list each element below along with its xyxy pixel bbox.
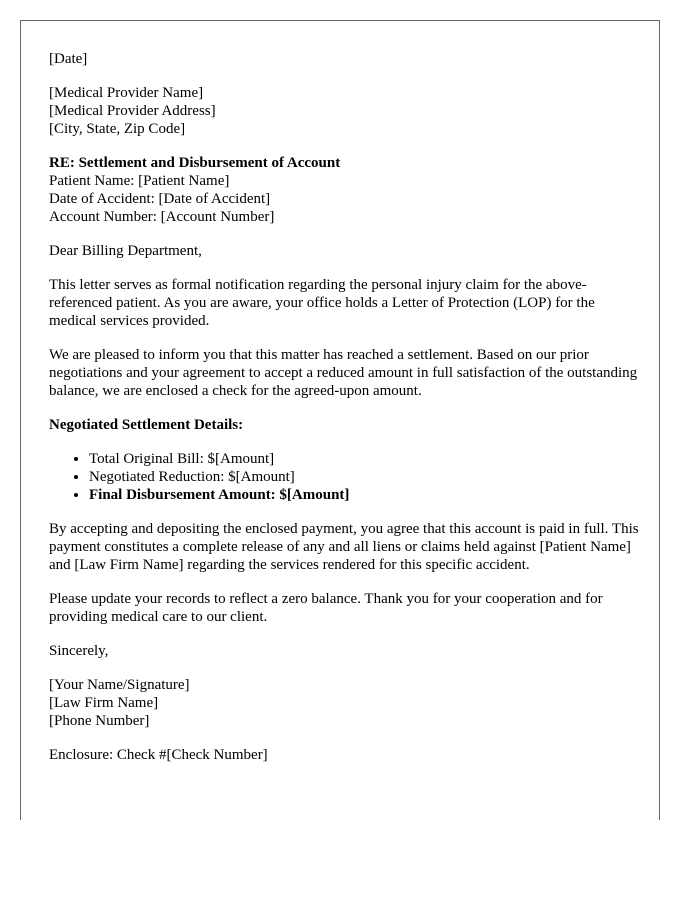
enclosure-note: Enclosure: Check #[Check Number] (49, 747, 268, 763)
list-item-original-bill: • Total Original Bill: $[Amount] (89, 450, 639, 468)
recipient-address (49, 84, 639, 138)
signature-phone: [Phone Number] (49, 713, 150, 729)
paragraph-notification: This letter serves as formal notification regarding the personal injury claim for the above-referenced patient. As you are aware, your office holds a Letter of Protection (LOP) for the medical services provided. (49, 277, 595, 329)
list-item-negotiated-reduction: • Negotiated Reduction: $[Amount] (89, 468, 639, 486)
re-patient-name: Patient Name: [Patient Name] (49, 173, 230, 189)
re-subject: RE: Settlement and Disbursement of Account (49, 155, 341, 171)
recipient-city-state-zip: [City, State, Zip Code] (49, 121, 186, 137)
letter-date: [Date] (49, 51, 88, 67)
salutation: Dear Billing Department, (49, 243, 202, 259)
recipient-street-address: [Medical Provider Address] (49, 103, 216, 119)
date-block (49, 50, 639, 68)
paragraph-release: By accepting and depositing the enclosed payment, you agree that this account is paid in full. This payment constitutes a complete release of any and all liens or claims held against [Patient Name] and [Law Firm Name] regarding the services rendered for this specific accident. (49, 521, 639, 573)
letter-page (20, 20, 660, 820)
signature-firm: [Law Firm Name] (49, 695, 159, 711)
closing: Sincerely, (49, 643, 109, 659)
signature-block (49, 676, 639, 730)
settlement-details-heading: Negotiated Settlement Details: (49, 417, 244, 433)
letter-body (49, 50, 639, 780)
signature-name: [Your Name/Signature] (49, 677, 190, 693)
re-date-of-accident: Date of Accident: [Date of Accident] (49, 191, 271, 207)
re-account-number: Account Number: [Account Number] (49, 209, 275, 225)
re-block (49, 154, 639, 226)
paragraph-update-records: Please update your records to reflect a zero balance. Thank you for your cooperation and for providing medical care to our client. (49, 591, 603, 625)
recipient-name: [Medical Provider Name] (49, 85, 204, 101)
settlement-details-list (49, 450, 639, 504)
paragraph-settlement: We are pleased to inform you that this matter has reached a settlement. Based on our prior negotiations and your agreement to accept a reduced amount in full satisfaction of the outstanding balance, we are enclosed a check for the agreed-upon amount. (49, 347, 638, 399)
list-item-final-disbursement: • Final Disbursement Amount: $[Amount] (89, 486, 639, 504)
